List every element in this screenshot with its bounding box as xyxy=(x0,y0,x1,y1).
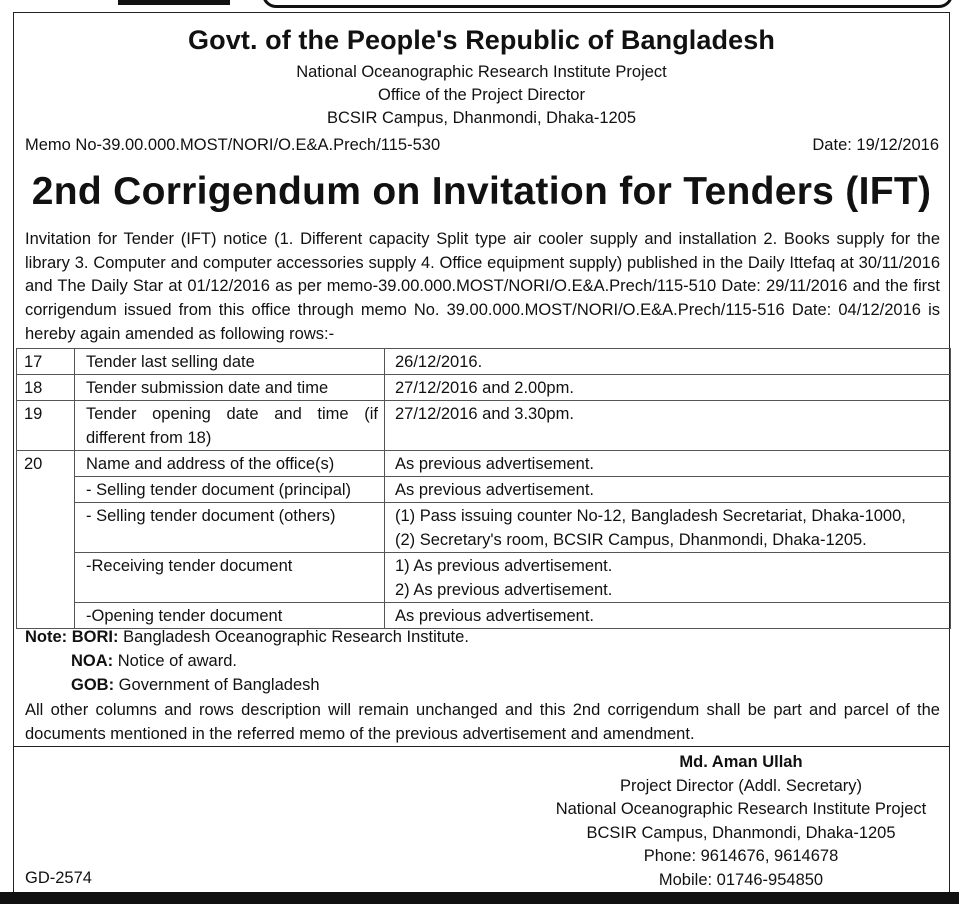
signatory-org: National Oceanographic Research Institute Project xyxy=(555,800,927,818)
note-line xyxy=(25,625,469,649)
row-value: 27/12/2016 and 3.30pm. xyxy=(385,401,951,451)
table-row xyxy=(17,349,951,375)
table-row xyxy=(17,503,951,553)
memo-number: Memo No-39.00.000.MOST/NORI/O.E&A.Prech/115-530 xyxy=(25,136,441,154)
table-row xyxy=(17,375,951,401)
note-key: BORI: xyxy=(71,628,119,646)
signatory-address: BCSIR Campus, Dhanmondi, Dhaka-1205 xyxy=(586,823,896,842)
row-number: 20 xyxy=(17,451,75,629)
signatory-mobile: Mobile: 01746-954850 xyxy=(658,870,824,889)
row-number: 18 xyxy=(17,375,75,401)
divider xyxy=(13,746,950,747)
row-value: As previous advertisement. xyxy=(385,603,951,629)
row-value-line: 1) As previous advertisement. xyxy=(395,557,613,575)
note-line xyxy=(25,673,469,697)
gd-number: GD-2574 xyxy=(25,869,92,887)
signatory-phone: Phone: 9614676, 9614678 xyxy=(643,847,839,865)
row-value xyxy=(385,503,951,553)
note-line xyxy=(25,649,469,673)
signatory-name: Md. Aman Ullah xyxy=(679,753,803,771)
note-value: Notice of award. xyxy=(113,652,237,670)
note-key: NOA: xyxy=(71,652,114,670)
row-item: - Selling tender document (principal) xyxy=(75,477,385,503)
row-item: Tender opening date and time (if different from 18) xyxy=(75,401,385,451)
row-value-line: (2) Secretary's room, BCSIR Campus, Dhanmondi, Dhaka-1205. xyxy=(395,531,867,549)
note-value: Government of Bangladesh xyxy=(114,676,320,694)
row-value xyxy=(385,553,951,603)
bottom-border-strip xyxy=(0,892,959,904)
row-item: Tender last selling date xyxy=(75,349,385,375)
table-row xyxy=(17,401,951,451)
top-border-strip-left xyxy=(118,0,230,5)
note-label: Note: xyxy=(25,628,68,646)
row-item: Name and address of the office(s) xyxy=(75,451,385,477)
row-value: 27/12/2016 and 2.00pm. xyxy=(385,375,951,401)
row-number: 19 xyxy=(17,401,75,451)
table-row xyxy=(17,451,951,477)
govt-title: Govt. of the People's Republic of Bangladesh xyxy=(188,25,775,55)
note-value: Bangladesh Oceanographic Research Institute. xyxy=(118,628,469,646)
signatory-title: Project Director (Addl. Secretary) xyxy=(619,776,863,795)
row-value: 26/12/2016. xyxy=(385,349,951,375)
row-item: -Receiving tender document xyxy=(75,553,385,603)
row-value-line: 2) As previous advertisement. xyxy=(395,581,613,599)
amendment-table xyxy=(16,348,951,629)
row-item: - Selling tender document (others) xyxy=(75,503,385,553)
closing-paragraph: All other columns and rows description will remain unchanged and this 2nd corrigendum shall be part and parcel of the documents mentioned in the referred memo of the previous advertisement and amendment. xyxy=(25,701,940,743)
row-item: -Opening tender document xyxy=(75,603,385,629)
intro-paragraph: Invitation for Tender (IFT) notice (1. Different capacity Split type air cooler supply and installation 2. Books supply for the library 3. Computer and computer accessories supply 4. Office equipment supply) published in the Daily Ittefaq at 30/11/2016 and The Daily Star at 01/12/2016 as per memo-39.00.000.MOST/NORI/O.E&A.Prech/115-510 Date: 29/11/2016 and the first corrigendum issued from this office through memo No. 39.00.000.MOST/NORI/O.E&A.Prech/115-516 Date: 04/12/2016 is hereby again amended as following rows:- xyxy=(25,230,940,343)
row-value: As previous advertisement. xyxy=(385,477,951,503)
top-border-strip-right xyxy=(262,0,953,8)
memo-date: Date: 19/12/2016 xyxy=(812,136,939,154)
office-address: BCSIR Campus, Dhanmondi, Dhaka-1205 xyxy=(326,109,637,127)
table-row xyxy=(17,553,951,603)
office-name: Office of the Project Director xyxy=(378,86,585,104)
notice-heading: 2nd Corrigendum on Invitation for Tenders (IFT) xyxy=(31,170,932,213)
notes-block xyxy=(25,625,469,697)
row-value-line: (1) Pass issuing counter No-12, Bangladesh Secretariat, Dhaka-1000, xyxy=(395,507,906,525)
signature-block xyxy=(541,751,941,892)
row-item: Tender submission date and time xyxy=(75,375,385,401)
note-key: GOB: xyxy=(71,676,115,694)
row-value: As previous advertisement. xyxy=(385,451,951,477)
row-number: 17 xyxy=(17,349,75,375)
table-row xyxy=(17,477,951,503)
institute-name: National Oceanographic Research Institute Project xyxy=(296,63,667,81)
